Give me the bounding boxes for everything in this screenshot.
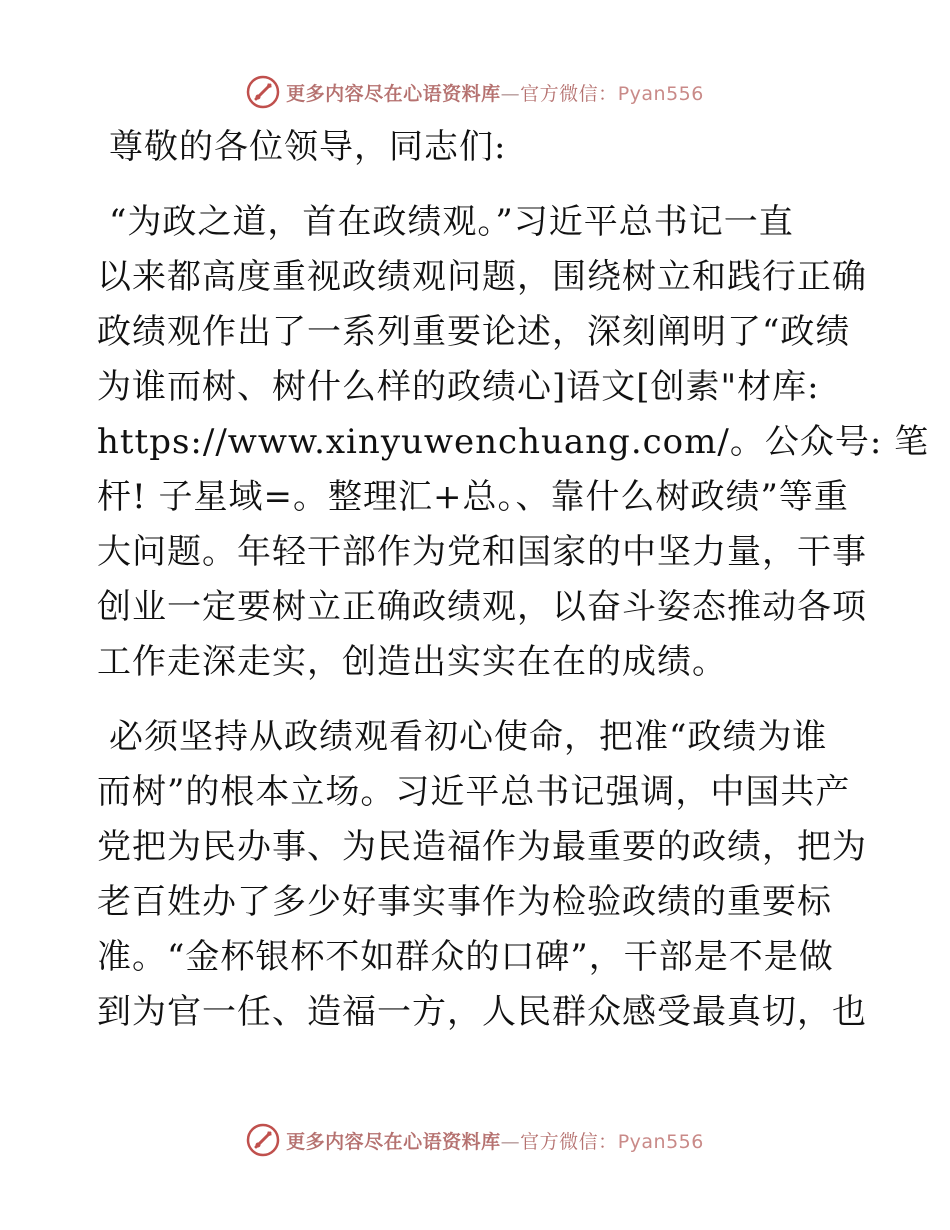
footer-banner-wechat-id: Pyan556	[617, 1130, 704, 1153]
document-body	[97, 120, 930, 1040]
brand-logo-icon	[246, 1123, 280, 1157]
footer-banner-title: 更多内容尽在心语资料库	[286, 1130, 501, 1153]
paragraph-line: https://www.xinyuwenchuang.com/。公众号: 笔	[97, 422, 930, 462]
paragraph-line: 工作走深走实，创造出实实在在的成绩。	[97, 642, 727, 682]
footer-banner	[0, 1120, 950, 1160]
header-banner-wechat-label: 官方微信：	[520, 82, 618, 105]
paragraph-line: 必须坚持从政绩观看初心使命，把准“政绩为谁	[109, 717, 828, 757]
footer-banner-text	[286, 1127, 704, 1154]
paragraph-line: 创业一定要树立正确政绩观，以奋斗姿态推动各项	[97, 587, 867, 627]
paragraph-line: 准。“金杯银杯不如群众的口碑”，干部是不是做	[97, 937, 834, 977]
header-banner-title: 更多内容尽在心语资料库	[286, 82, 501, 105]
paragraph-line: 杆! 子星域=。整理汇+总。、靠什么树政绩”等重	[97, 477, 849, 517]
paragraph-line: 为谁而树、树什么样的政绩心]语文[创素"材库:	[97, 367, 820, 407]
header-banner-dash: —	[500, 82, 521, 105]
footer-banner-dash: —	[500, 1130, 521, 1153]
paragraph-line: 到为官一任、造福一方，人民群众感受最真切，也	[97, 992, 867, 1032]
paragraph-1	[97, 195, 930, 690]
paragraph-line: 以来都高度重视政绩观问题，围绕树立和践行正确	[97, 257, 867, 297]
header-banner	[0, 72, 950, 112]
greeting: 尊敬的各位领导，同志们:	[109, 127, 507, 167]
header-banner-text	[286, 79, 704, 106]
header-banner-wechat-id: Pyan556	[617, 82, 704, 105]
brand-logo-icon	[246, 75, 280, 109]
paragraph-line: 政绩观作出了一系列重要论述，深刻阐明了“政绩	[97, 312, 851, 352]
paragraph-line: 而树”的根本立场。习近平总书记强调，中国共产	[97, 772, 851, 812]
paragraph-line: 大问题。年轻干部作为党和国家的中坚力量，干事	[97, 532, 867, 572]
paragraph-line: “为政之道，首在政绩观。”习近平总书记一直	[109, 202, 794, 242]
paragraph-2	[97, 710, 867, 1040]
footer-banner-wechat-label: 官方微信：	[520, 1130, 618, 1153]
paragraph-line: 党把为民办事、为民造福作为最重要的政绩，把为	[97, 827, 867, 867]
paragraph-line: 老百姓办了多少好事实事作为检验政绩的重要标	[97, 882, 832, 922]
